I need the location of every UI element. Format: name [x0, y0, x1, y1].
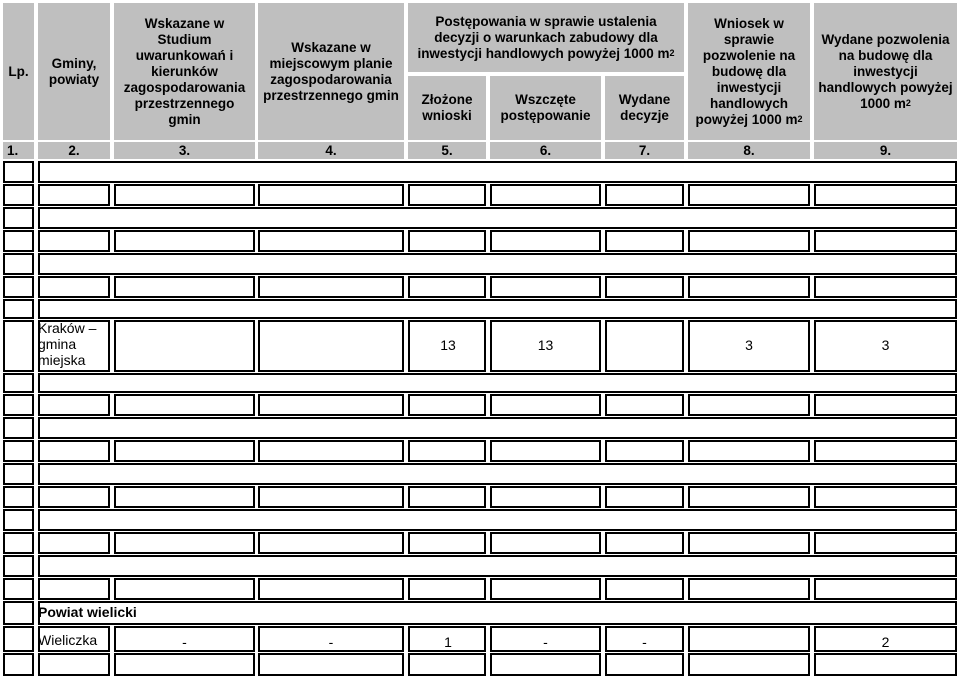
- header-wydane-pozwolenia: Wydane pozwolenia na budowę dla inwestycji handlowych powyżej 1000 $m^2$: [814, 3, 957, 140]
- table-cell: [3, 230, 34, 252]
- table-cell: [38, 373, 957, 393]
- header-zlozone-wnioski: Złożone wnioski: [408, 76, 486, 140]
- table-cell: [814, 653, 957, 676]
- table-cell: [408, 184, 486, 206]
- table-cell: [688, 653, 810, 676]
- table-cell: [114, 532, 255, 554]
- table-cell: [3, 320, 34, 372]
- table-cell: [3, 463, 34, 485]
- krakow-zlozone: 13: [440, 337, 456, 353]
- table-cell: [605, 486, 684, 508]
- krakow-wniosek: 3: [745, 337, 753, 353]
- table-cell: [408, 276, 486, 298]
- krakow-pozwolenia: 3: [881, 337, 890, 353]
- table-cell: [38, 486, 110, 508]
- table-cell: [490, 276, 601, 298]
- table-cell: [258, 276, 404, 298]
- table-cell: [3, 207, 34, 229]
- table-cell: [814, 440, 957, 462]
- table-cell: [3, 626, 34, 652]
- table-cell: [688, 626, 810, 652]
- table-cell: [688, 578, 810, 600]
- table-cell: [38, 509, 957, 531]
- table-cell: [38, 207, 957, 229]
- table-cell: [814, 230, 957, 252]
- table-cell: [114, 184, 255, 206]
- table-cell: [688, 276, 810, 298]
- table-cell: [3, 653, 34, 676]
- wieliczka-wszczete: -: [543, 634, 548, 650]
- table-cell: [38, 555, 957, 577]
- table-cell: [38, 417, 957, 439]
- colnum-8: 8.: [688, 142, 810, 159]
- table-cell: [258, 486, 404, 508]
- table-cell: [688, 394, 810, 416]
- table-cell: [114, 440, 255, 462]
- table-cell: [3, 276, 34, 298]
- table-cell: [38, 578, 110, 600]
- table-cell: [605, 320, 684, 372]
- wieliczka-zlozone: 1: [444, 634, 452, 650]
- colnum-2: 2.: [38, 142, 110, 159]
- table-cell: [38, 299, 957, 319]
- table-cell: [408, 394, 486, 416]
- table-cell: [3, 532, 34, 554]
- table-cell: [490, 578, 601, 600]
- table-cell: [3, 440, 34, 462]
- colnum-1: 1.: [3, 142, 34, 159]
- table-cell: [3, 373, 34, 393]
- table-cell: [3, 601, 34, 625]
- table-cell: [114, 486, 255, 508]
- table-cell: [605, 276, 684, 298]
- header-plan: Wskazane w miejscowym planie zagospodarowania przestrzennego gmin: [258, 3, 404, 140]
- wieliczka-pozwolenia: 2: [881, 634, 890, 650]
- table-cell: [3, 299, 34, 319]
- colnum-5: 5.: [408, 142, 486, 159]
- table-cell: [490, 532, 601, 554]
- row-label-krakow: Kraków – gmina miejska: [38, 320, 97, 368]
- table-cell: [38, 463, 957, 485]
- table-cell: [38, 440, 110, 462]
- table-cell: [114, 276, 255, 298]
- header-postepowania: Postępowania w sprawie ustalenia decyzji o warunkach zabudowy dla inwestycji handlowych powyżej 1000 $m^2$: [408, 3, 684, 72]
- table-cell: [3, 486, 34, 508]
- table-cell: [490, 394, 601, 416]
- header-studium: Wskazane w Studium uwarunkowań i kierunków zagospodarowania przestrzennego gmin: [114, 3, 255, 140]
- table-cell: [408, 532, 486, 554]
- table-cell: [114, 320, 255, 372]
- table-cell: [38, 276, 110, 298]
- table-cell: [605, 532, 684, 554]
- section-powiat-wielicki: Powiat wielicki: [38, 604, 137, 620]
- table-cell: [605, 440, 684, 462]
- krakow-wszczete: 13: [537, 337, 554, 353]
- table-cell: [38, 184, 110, 206]
- table-cell: [258, 184, 404, 206]
- table-cell: [605, 184, 684, 206]
- table-cell: [38, 532, 110, 554]
- table-cell: [408, 578, 486, 600]
- table-cell: [688, 532, 810, 554]
- table-cell: [605, 578, 684, 600]
- table-cell: [3, 509, 34, 531]
- header-wydane-decyzje: Wydane decyzje: [605, 76, 684, 140]
- table-cell: [258, 394, 404, 416]
- table-cell: [3, 417, 34, 439]
- colnum-7: 7.: [605, 142, 684, 159]
- table-cell: [38, 653, 110, 676]
- table-cell: [114, 230, 255, 252]
- table-cell: [3, 394, 34, 416]
- table-cell: [605, 653, 684, 676]
- table-cell: [688, 440, 810, 462]
- table-cell: [38, 394, 110, 416]
- wieliczka-studium: -: [182, 634, 187, 650]
- table-cell: [490, 230, 601, 252]
- table-cell: [38, 161, 957, 183]
- table-cell: [814, 394, 957, 416]
- table-cell: [605, 230, 684, 252]
- table-cell: [814, 184, 957, 206]
- wieliczka-wydane-decyzje: -: [642, 634, 647, 650]
- table-cell: [258, 653, 404, 676]
- table-cell: [38, 601, 957, 625]
- header-lp: Lp.: [3, 3, 34, 140]
- table-cell: [490, 440, 601, 462]
- colnum-4: 4.: [258, 142, 404, 159]
- table-cell: [490, 184, 601, 206]
- colnum-3: 3.: [114, 142, 255, 159]
- table-cell: [3, 253, 34, 275]
- header-wszczete-postepowanie: Wszczęte postępowanie: [490, 76, 601, 140]
- table-cell: [490, 486, 601, 508]
- table-cell: [3, 578, 34, 600]
- wieliczka-plan: -: [328, 634, 334, 650]
- table-cell: [3, 555, 34, 577]
- table-cell: [688, 230, 810, 252]
- table-cell: [688, 486, 810, 508]
- table-cell: [814, 486, 957, 508]
- table-cell: [258, 320, 404, 372]
- table-cell: [605, 394, 684, 416]
- header-gminy: Gminy, powiaty: [38, 3, 110, 140]
- table-cell: [114, 653, 255, 676]
- table-cell: [814, 276, 957, 298]
- table-cell: [258, 230, 404, 252]
- table-cell: [258, 578, 404, 600]
- table-cell: [688, 184, 810, 206]
- table-cell: [114, 394, 255, 416]
- table-cell: [258, 532, 404, 554]
- table-cell: [408, 653, 486, 676]
- header-wniosek: Wniosek w sprawie pozwolenie na budowę dla inwestycji handlowych powyżej 1000 $m^2$: [688, 3, 810, 140]
- table-cell: [408, 230, 486, 252]
- table-cell: [408, 440, 486, 462]
- table-cell: [38, 253, 957, 275]
- table-cell: [3, 184, 34, 206]
- table-cell: [814, 578, 957, 600]
- row-label-wieliczka: Wieliczka: [38, 632, 98, 648]
- table-cell: [3, 161, 34, 183]
- colnum-6: 6.: [490, 142, 601, 159]
- table-cell: [38, 230, 110, 252]
- table-cell: [490, 653, 601, 676]
- table-cell: [114, 578, 255, 600]
- colnum-9: 9.: [814, 142, 957, 159]
- table-cell: [258, 440, 404, 462]
- table-cell: [408, 486, 486, 508]
- table-cell: [814, 532, 957, 554]
